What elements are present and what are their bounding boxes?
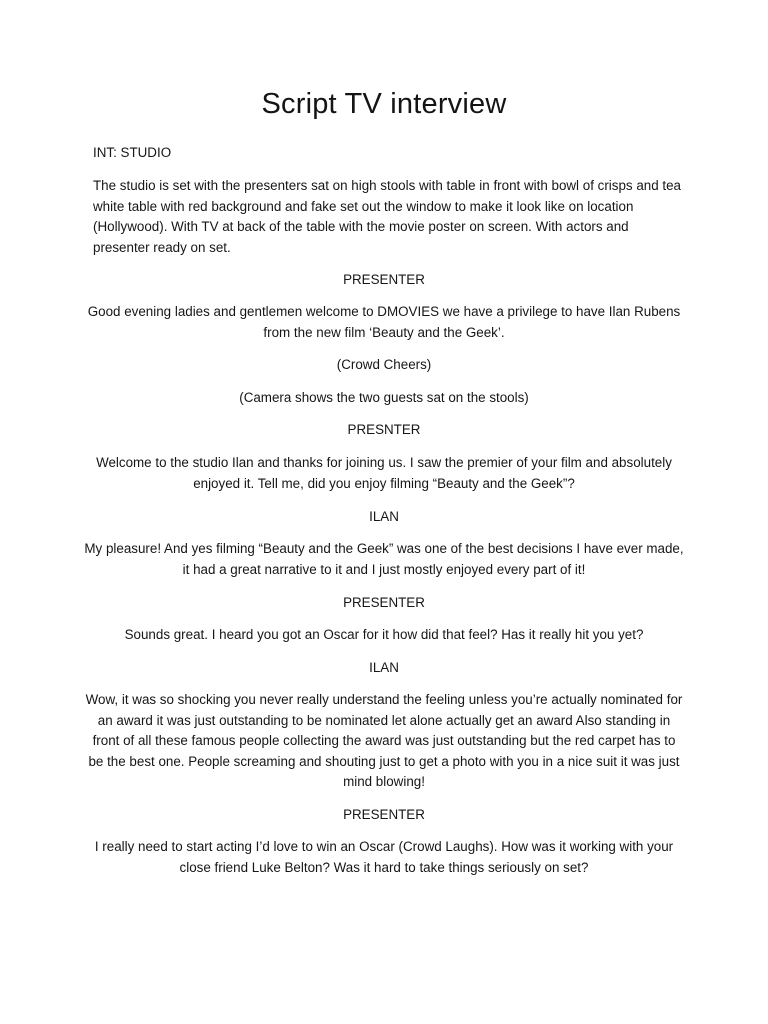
speaker-label: ILAN [369, 509, 399, 524]
scene-heading: INT: STUDIO [93, 145, 172, 160]
dialogue-line: I really need to start acting I’d love to win an Oscar (Crowd Laughs). How was it working with your close friend Luke Belton? Was it hard to take things seriously on set? [94, 839, 674, 875]
stage-direction: (Camera shows the two guests sat on the stools) [239, 390, 529, 405]
dialogue-line: Sounds great. I heard you got an Oscar for it how did that feel? Has it really hit you yet? [124, 627, 644, 642]
speaker-label: PRESENTER [343, 272, 425, 287]
dialogue-line: Wow, it was so shocking you never really understand the feeling unless you’re actually nominated for an award it was just outstanding to be nominated let alone actually get an award Also standing in front of all these famous people collecting the award was just outstanding but the red carpet has to be the best one. People screaming and shouting just to get a photo with you in a nice suit it was just mind blowing! [85, 692, 683, 789]
scene-description: The studio is set with the presenters sat on high stools with table in front with bowl of crisps and tea white table with red background and fake set out the window to make it look like on location (Hollywood). With TV at back of the table with the movie poster on screen. With actors and presenter ready on set. [93, 178, 682, 255]
speaker-label: ILAN [369, 660, 399, 675]
stage-direction: (Crowd Cheers) [336, 357, 432, 372]
speaker-label: PRESENTER [343, 807, 425, 822]
dialogue-line: Welcome to the studio Ilan and thanks for joining us. I saw the premier of your film and absolutely enjoyed it. Tell me, did you enjoy filming “Beauty and the Geek”? [96, 455, 672, 491]
page-title: Script TV interview [261, 88, 507, 120]
dialogue-line: My pleasure! And yes filming “Beauty and the Geek” was one of the best decisions I have ever made, it had a great narrative to it and I just mostly enjoyed every part of it! [84, 541, 684, 577]
dialogue-line: Good evening ladies and gentlemen welcome to DMOVIES we have a privilege to have Ilan Rubens from the new film ‘Beauty and the Geek’. [87, 304, 681, 340]
speaker-label: PRESNTER [347, 422, 421, 437]
speaker-label: PRESENTER [343, 595, 425, 610]
